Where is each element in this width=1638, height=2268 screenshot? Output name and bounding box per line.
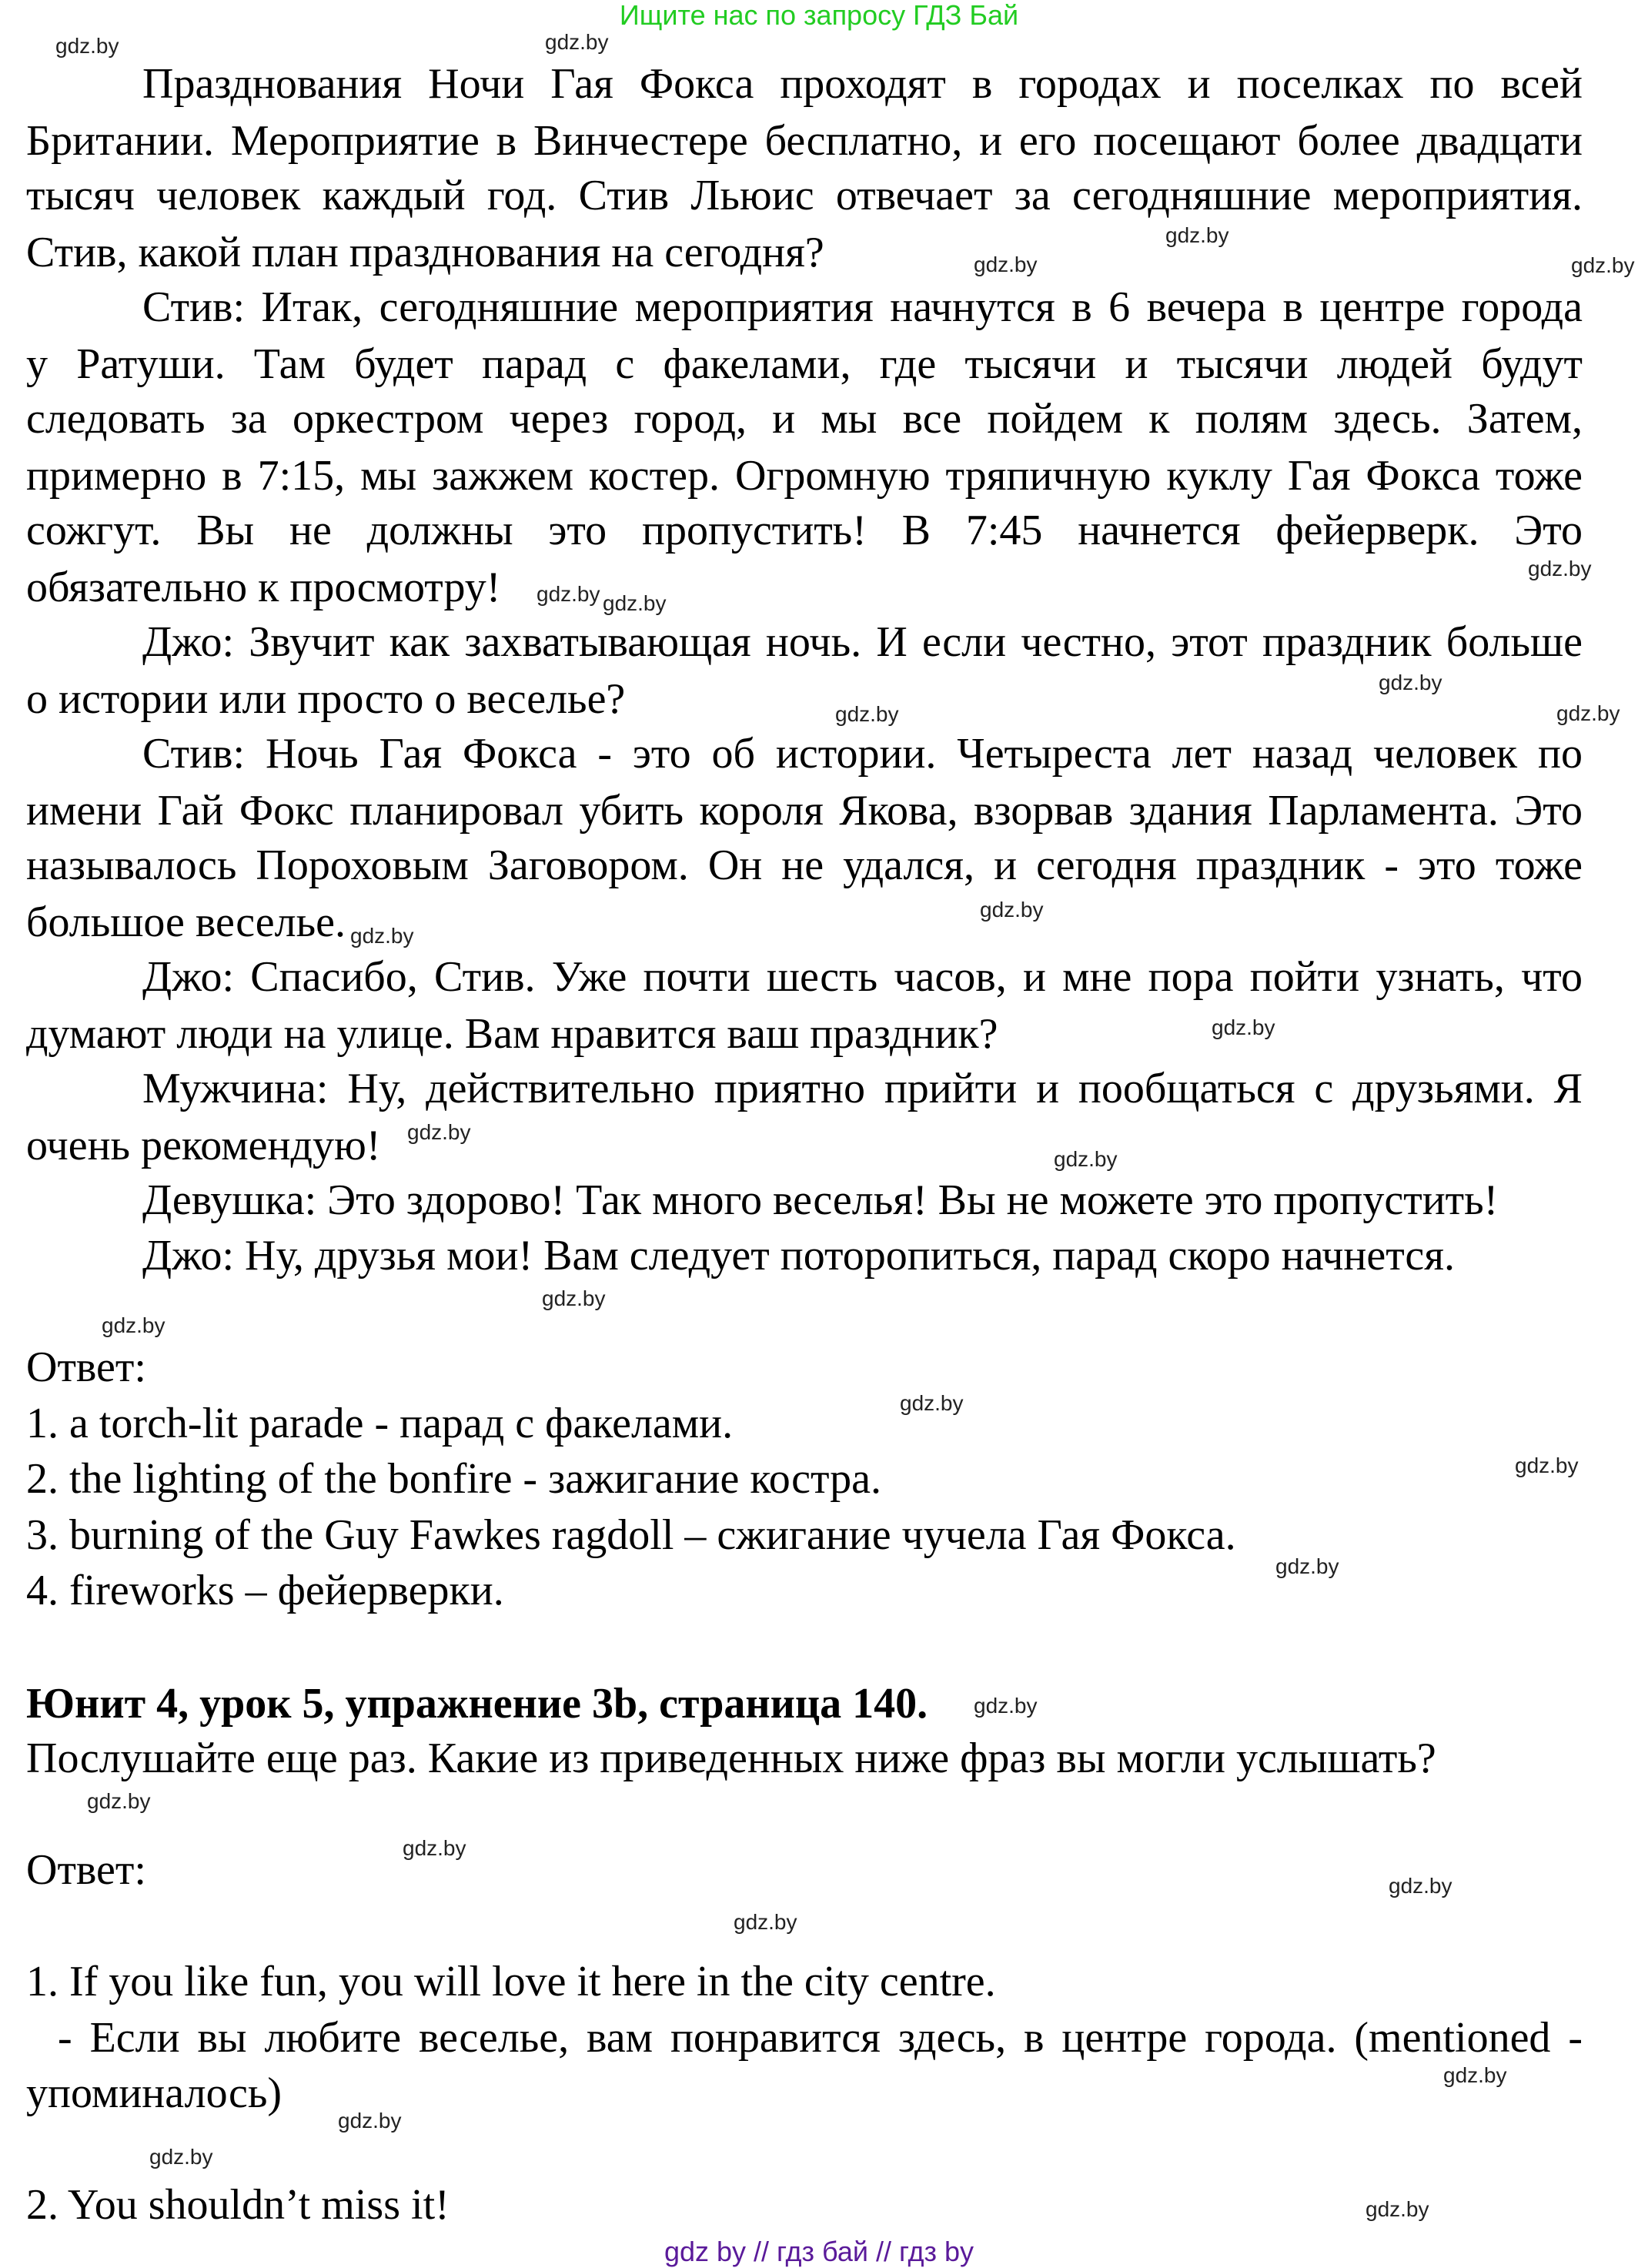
watermark: gdz.by: [974, 253, 1038, 276]
watermark: gdz.by: [1212, 1015, 1275, 1039]
text-line: Мужчина: Ну, действительно приятно прийти и пообщаться с друзьями. Я: [142, 1065, 1583, 1112]
watermark: gdz.by: [1515, 1453, 1579, 1477]
watermark: gdz.by: [974, 1694, 1038, 1718]
watermark: gdz.by: [900, 1391, 964, 1415]
text-line: Ответ:: [26, 1846, 146, 1894]
watermark: gdz.by: [835, 702, 899, 726]
watermark: gdz.by: [407, 1120, 471, 1144]
text-line: Ответ:: [26, 1343, 146, 1391]
text-line: Стив, какой план празднования на сегодня?: [26, 229, 824, 276]
watermark: gdz.by: [537, 582, 600, 606]
watermark: gdz.by: [87, 1789, 151, 1813]
watermark: gdz.by: [338, 2109, 402, 2133]
text-line: 1. a torch-lit parade - парад с факелами.: [26, 1400, 734, 1447]
text-line: 3. burning of the Guy Fawkes ragdoll – сжигание чучела Гая Фокса.: [26, 1511, 1236, 1559]
text-line: имени Гай Фокс планировал убить короля Якова, взорвав здания Парламента. Это: [26, 787, 1583, 835]
watermark: gdz.by: [734, 1910, 797, 1934]
text-line: примерно в 7:15, мы зажжем костер. Огромную тряпичную куклу Гая Фокса тоже: [26, 452, 1583, 500]
watermark: gdz.by: [542, 1286, 606, 1310]
watermark: gdz.by: [1443, 2063, 1507, 2087]
footer-links[interactable]: gdz by // гдз бай // гдз by: [664, 2236, 974, 2267]
text-line: Британии. Мероприятие в Винчестере бесплатно, и его посещают более двадцати: [26, 117, 1583, 165]
text-line: - Если вы любите веселье, вам понравится здесь, в центре города. (mentioned -: [58, 2014, 1583, 2062]
text-line: тысяч человек каждый год. Стив Льюис отвечает за сегодняшние мероприятия.: [26, 172, 1583, 219]
text-line: 2. the lighting of the bonfire - зажигание костра.: [26, 1455, 881, 1503]
watermark: gdz.by: [1528, 557, 1592, 580]
text-line: Стив: Итак, сегодняшние мероприятия начнутся в 6 вечера в центре города: [142, 283, 1583, 331]
watermark: gdz.by: [1389, 1874, 1452, 1898]
text-line: 1. If you like fun, you will love it here in the city centre.: [26, 1958, 996, 2005]
watermark: gdz.by: [545, 30, 609, 54]
watermark: gdz.by: [1165, 223, 1229, 247]
text-line: 2. You shouldn’t miss it!: [26, 2181, 450, 2229]
text-line: очень рекомендую!: [26, 1122, 381, 1169]
text-line: о истории или просто о веселье?: [26, 675, 626, 723]
text-line: 4. fireworks – фейерверки.: [26, 1567, 504, 1614]
text-line: думают люди на улице. Вам нравится ваш праздник?: [26, 1010, 998, 1058]
watermark: gdz.by: [1571, 253, 1635, 277]
watermark: gdz.by: [1556, 701, 1620, 725]
text-line: у Ратуши. Там будет парад с факелами, где тысячи и тысячи людей будут: [26, 340, 1583, 388]
watermark: gdz.by: [1366, 2197, 1429, 2221]
text-line: Девушка: Это здорово! Так много веселья! Вы не можете это пропустить!: [142, 1176, 1499, 1224]
watermark: gdz.by: [149, 2145, 213, 2169]
text-line: следовать за оркестром через город, и мы все пойдем к полям здесь. Затем,: [26, 395, 1583, 443]
section-heading: Юнит 4, урок 5, упражнение 3b, страница 140.: [26, 1680, 928, 1728]
text-line: называлось Пороховым Заговором. Он не удался, и сегодня праздник - это тоже: [26, 841, 1583, 889]
watermark: gdz.by: [1054, 1147, 1118, 1171]
text-line: обязательно к просмотру!: [26, 564, 501, 611]
text-line: Стив: Ночь Гая Фокса - это об истории. Четыреста лет назад человек по: [142, 730, 1583, 778]
text-line: сожгут. Вы не должны это пропустить! В 7:45 начнется фейерверк. Это: [26, 507, 1583, 554]
text-line: Джо: Спасибо, Стив. Уже почти шесть часов, и мне пора пойти узнать, что: [142, 953, 1583, 1001]
text-line: Джо: Звучит как захватывающая ночь. И если честно, этот праздник больше: [142, 618, 1583, 666]
text-line: Послушайте еще раз. Какие из приведенных ниже фраз вы могли услышать?: [26, 1734, 1436, 1782]
text-line: упоминалось): [26, 2069, 282, 2117]
watermark: gdz.by: [980, 898, 1044, 922]
watermark: gdz.by: [1275, 1554, 1339, 1578]
text-line: Джо: Ну, друзья мои! Вам следует поторопиться, парад скоро начнется.: [142, 1232, 1456, 1280]
watermark: gdz.by: [55, 34, 119, 58]
watermark: gdz.by: [403, 1836, 466, 1860]
text-line: большое веселье.: [26, 898, 346, 946]
watermark: gdz.by: [603, 591, 667, 615]
watermark: gdz.by: [350, 924, 414, 948]
watermark: gdz.by: [1379, 671, 1442, 694]
watermark: gdz.by: [102, 1313, 165, 1337]
search-hint-banner: Ищите нас по запросу ГДЗ Бай: [619, 0, 1019, 31]
text-line: Празднования Ночи Гая Фокса проходят в городах и поселках по всей: [142, 60, 1583, 108]
